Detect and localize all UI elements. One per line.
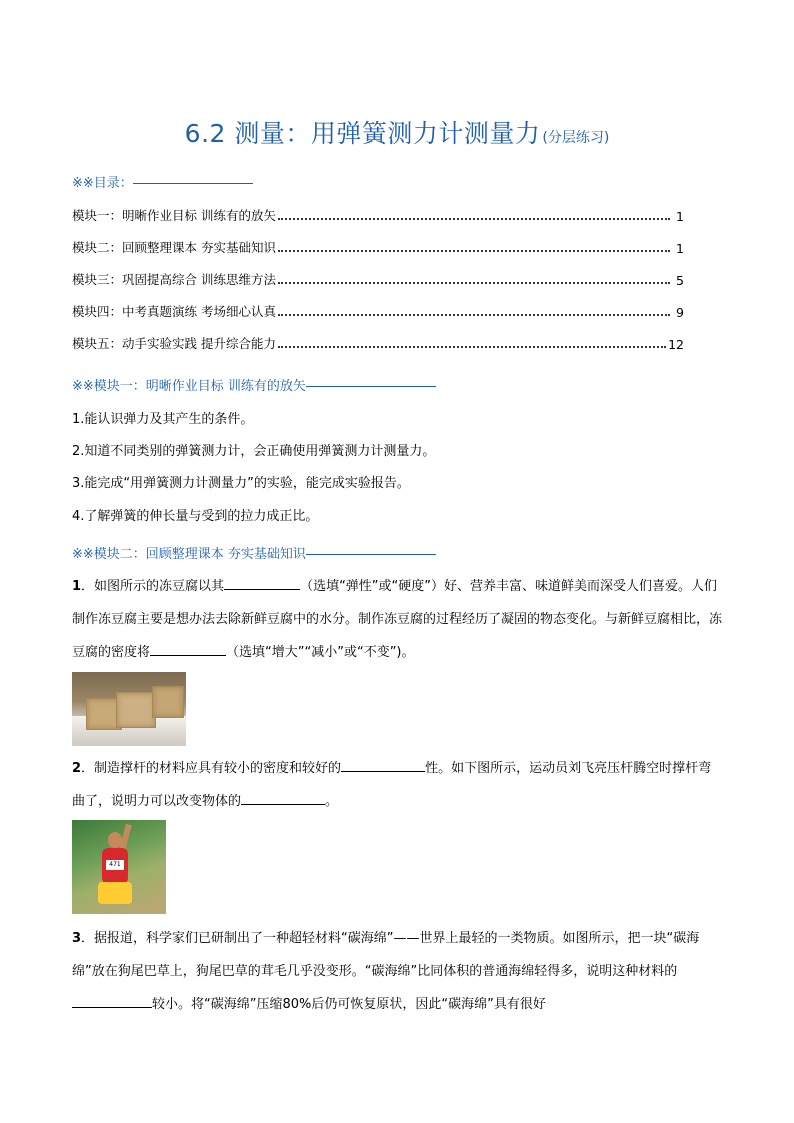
answer-blank[interactable] [72,993,152,1008]
question-number: 2 [72,761,82,776]
module2-heading [72,543,436,562]
module2-heading-text: ※※模块二：回顾整理课本 夯实基础知识 [72,547,306,562]
toc-item-page: 5 [676,273,684,288]
question-2 [72,752,722,818]
toc-item-label: 模块四：中考真题演练 考场细心认真 [72,304,276,319]
toc-item[interactable] [72,334,684,352]
module1-heading-text: ※※模块一：明晰作业目标 训练有的放矢 [72,379,306,394]
toc-leader-dots [278,218,670,220]
module1-heading-rule [306,386,436,387]
title-main: 6.2 测量：用弹簧测力计测量力 [184,119,541,148]
question-text: 性。如下图所示，运动员刘飞亮压杆腾空时撑杆弯曲了，说明力可以改变物体的 [72,761,712,809]
question-1 [72,570,722,669]
athlete-legs-shape [98,882,132,904]
frozen-tofu-image [72,672,186,746]
toc-item-page: 12 [668,337,684,352]
answer-blank[interactable] [341,757,425,772]
pole-vault-image [72,820,166,914]
athlete-head-shape [108,832,122,848]
toc-item-page: 1 [676,241,684,256]
toc-item-label: 模块一：明晰作业目标 训练有的放矢 [72,208,276,223]
answer-blank[interactable] [224,575,300,590]
goal-item: 3.能完成“用弹簧测力计测量力”的实验，能完成实验报告。 [72,476,410,491]
toc-item[interactable] [72,270,684,288]
tofu-block [152,686,184,718]
answer-blank[interactable] [241,790,325,805]
question-text: 较小。将“碳海绵”压缩80%后仍可恢复原状，因此“碳海绵”具有很好 [152,997,546,1012]
question-text: （选填“弹性”或“硬度”）好、营养丰富、味道鲜美而深受人们喜爱。人们制作冻豆腐主要是想办法去除新鲜豆腐中的水分。制作冻豆腐的过程经历了凝固的物态变化。与新鲜豆腐相比，冻豆腐的密度将 [72,579,723,660]
goal-item: 1.能认识弹力及其产生的条件。 [72,412,254,427]
question-text: ．制造撑杆的材料应具有较小的密度和较好的 [81,761,342,776]
question-text: ．据报道，科学家们已研制出了一种超轻材料“碳海绵”——世界上最轻的一类物质。如图所示，把一块“碳海绵”放在狗尾巴草上，狗尾巴草的茸毛几乎没变形。“碳海绵”比同体积的普通海绵轻得多，说明这种材料的 [72,931,700,979]
toc-item[interactable] [72,302,684,320]
question-3 [72,922,722,1021]
toc-item-label: 模块五：动手实验实践 提升综合能力 [72,336,276,351]
toc-item-label: 模块三：巩固提高综合 训练思维方法 [72,272,276,287]
toc-heading [72,172,253,191]
answer-blank[interactable] [150,641,226,656]
module1-heading [72,375,436,394]
toc-item-page: 9 [676,305,684,320]
toc-item-label: 模块二：回顾整理课本 夯实基础知识 [72,240,276,255]
toc-heading-text: ※※目录： [72,176,133,191]
toc-item-page: 1 [676,209,684,224]
goal-item: 2.知道不同类别的弹簧测力计，会正确使用弹簧测力计测量力。 [72,444,436,459]
toc-leader-dots [278,314,670,316]
page-title [0,114,794,150]
toc-item[interactable] [72,238,684,256]
athlete-bib: 471 [106,860,124,870]
goal-item: 4.了解弹簧的伸长量与受到的拉力成正比。 [72,509,319,524]
question-text: 。 [325,794,339,809]
toc-item[interactable] [72,206,684,224]
toc-leader-dots [278,282,670,284]
toc-leader-dots [278,250,670,252]
question-number: 1 [72,579,82,594]
question-text: ．如图所示的冻豆腐以其 [81,579,225,594]
question-text: （选填“增大”“减小”或“不变”)。 [226,645,415,660]
tofu-block [116,692,156,728]
title-sub: (分层练习) [542,130,610,146]
module2-heading-rule [306,554,436,555]
toc-heading-rule [133,183,253,184]
question-number: 3 [72,931,82,946]
toc-leader-dots [278,346,666,348]
